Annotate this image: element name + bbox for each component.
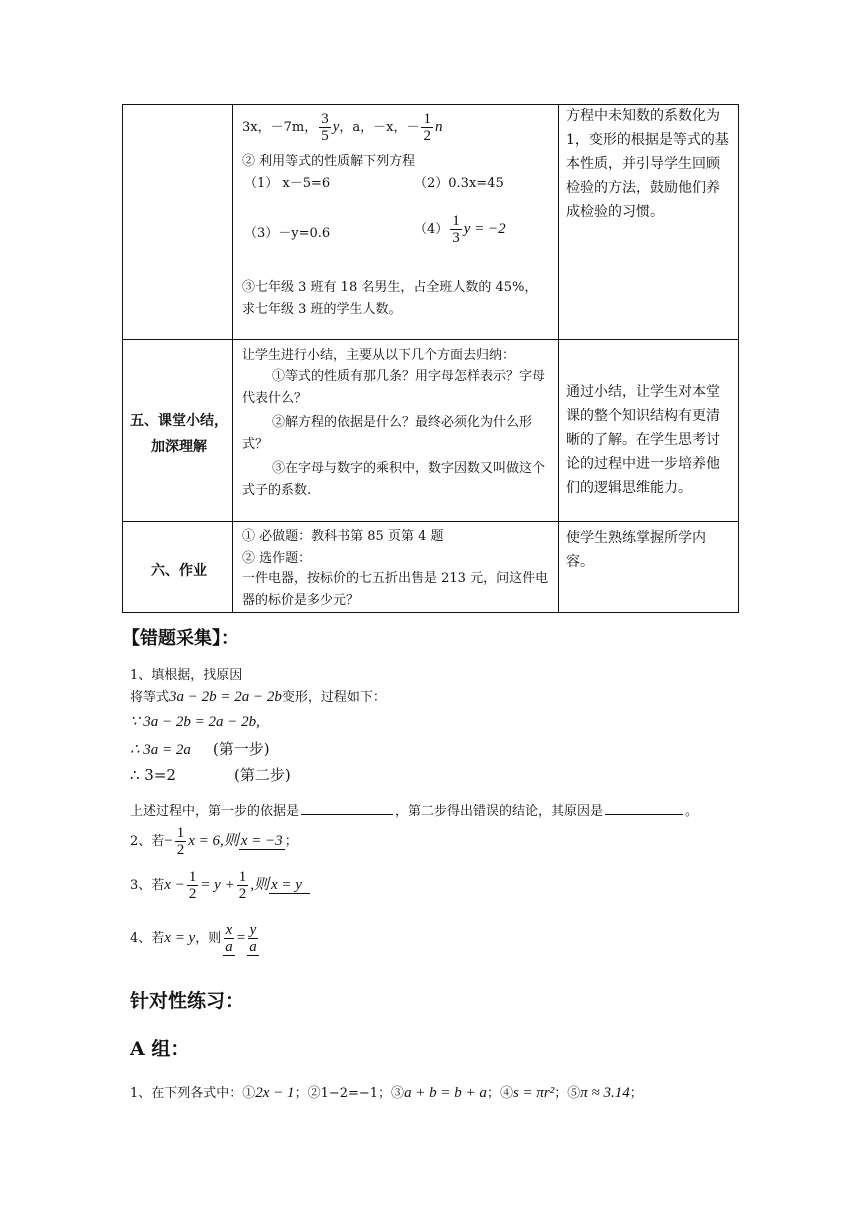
table-row-divider [122,521,738,522]
error-q1-question: 上述过程中，第一步的依据是 ，第二步得出错误的结论，其原因是 。 [130,804,699,819]
item3-line1: ③七年级 3 班有 18 名男生，占全班人数的 45%， [242,280,538,295]
table-row-divider [122,339,738,340]
section-label-homework: 六、作业 [151,563,207,579]
error-q4: 4、若x = y，则 $\frac{x}{a}$ = $\frac{y}{a}$ [130,921,257,955]
step-2: ∴ 3=2 (第二步) [130,766,291,784]
summary-intro: 让学生进行小结，主要从以下几个方面去归纳： [242,348,516,363]
row1-note: 方程中未知数的系数化为 1，变形的根据是等式的基本性质，并引导学生回顾检验的方法，鼓励他们养成检验的习惯。 [566,108,729,220]
homework-optional: ② 选作题： [242,551,312,566]
table-border-bottom [122,612,738,613]
error-q2: 2、若− $\frac{1}{2}$ x = 6,则 x = −3 ； [130,825,298,858]
homework-problem: 一件电器，按标价的七五折出售是 213 元，问这件电器的标价是多少元？ [242,571,549,608]
section-label-summary: 五、课堂小结，加深理解 [130,413,228,455]
summary-question-1: ①等式的性质有那几条？用字母怎样表示？字母代表什么？ [242,369,546,406]
equation-3: （3）－y=0.6 [244,226,331,241]
item2-title: ② 利用等式的性质解下列方程 [242,154,416,169]
group-a-heading: A 组： [130,1038,190,1060]
step-1: ∴ 3a = 2a (第一步) [130,740,270,758]
row2-note: 通过小结，让学生对本堂课的整个知识结构有更清晰的了解。在学生思考讨论的过程中进一步培养他们的逻辑思维能力。 [566,384,720,496]
table-border-right [738,104,739,613]
error-q3: 3、若x − $\frac{1}{2}$ = y + $\frac{1}{2}$ ,则 x = y [130,866,310,905]
table-col-divider [558,104,559,613]
terms-line: 3x，－7m， $\frac{3}{5}$ y，a，－x，－ $\frac{1}{2}$ n [242,111,443,144]
summary-question-2: ②解方程的依据是什么？最终必须化为什么形式？ [242,415,533,452]
homework-required: ① 必做题：教科书第 85 页第 4 题 [242,529,444,544]
practice-q1: 1、在下列各式中：①2x − 1；②1−2=−1；③a + b = b + a；④s = πr²；⑤π ≈ 3.14； [130,1085,643,1101]
errors-heading: 【错题采集】： [122,628,239,649]
table-col-divider [232,104,233,613]
error-q1-title: 1、填根据，找原因 [130,668,243,683]
error-q1-intro: 将等式3a − 2b = 2a − 2b变形，过程如下： [130,689,386,705]
equation-1: （1） x－5=6 [244,176,331,191]
row3-note: 使学生熟练掌握所学内容。 [566,530,706,570]
equation-4: （4） $\frac{1}{3}$ y = −2 [414,213,506,246]
equation-2: （2）0.3x=45 [414,176,504,191]
step-given: ∵ 3a − 2b = 2a − 2b, [130,714,260,730]
summary-question-3: ③在字母与数字的乘积中，数字因数又叫做这个式子的系数. [242,461,546,498]
practice-heading: 针对性练习： [130,990,245,1012]
table-border-left [122,104,123,613]
item3-line2: 求七年级 3 班的学生人数。 [242,302,402,317]
